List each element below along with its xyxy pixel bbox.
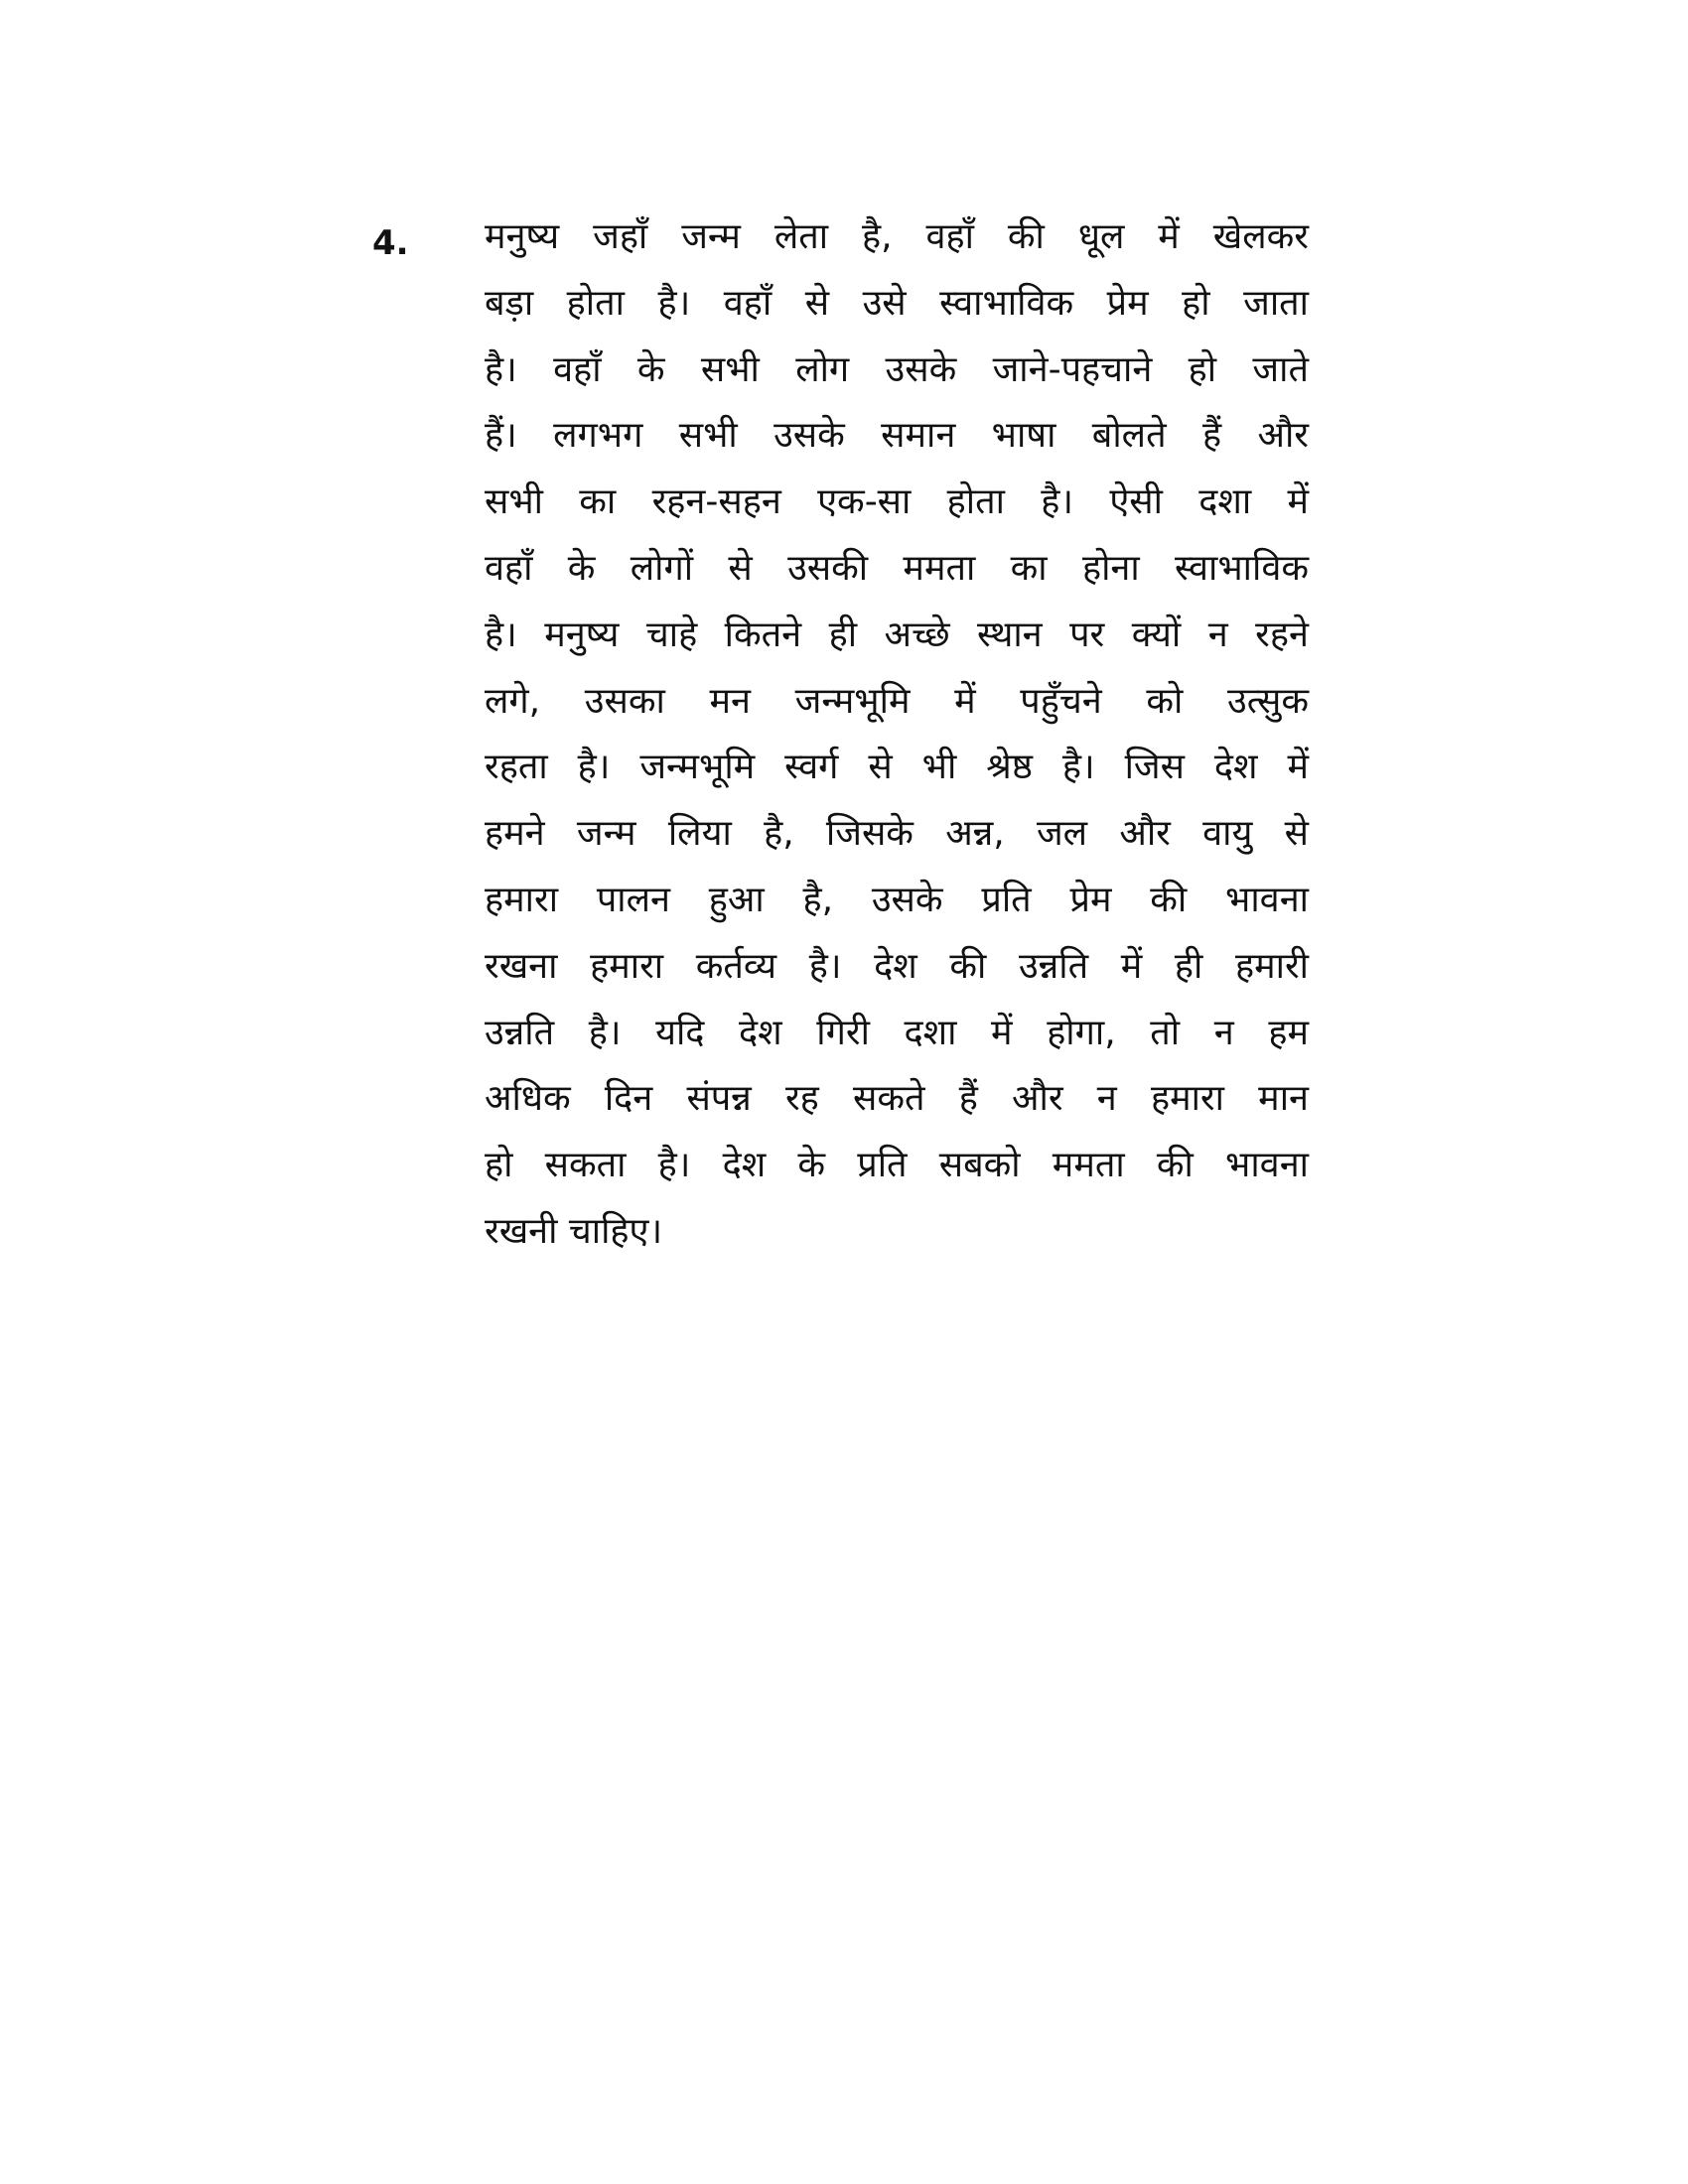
passage-line: लगे, उसका मन जन्मभूमि में पहुँचने को उत्सुक xyxy=(485,680,1309,722)
passage-line: सभी का रहन-सहन एक-सा होता है। ऐसी दशा में xyxy=(485,481,1309,523)
passage-paragraph xyxy=(485,205,1309,1266)
passage-line: उन्नति है। यदि देश गिरी दशा में होगा, तो न हम xyxy=(485,1012,1309,1053)
passage-line: मनुष्य जहाँ जन्म लेता है, वहाँ की धूल में खेलकर xyxy=(485,216,1309,257)
passage-line: हो सकता है। देश के प्रति सबको ममता की भावना xyxy=(485,1145,1309,1186)
passage-line: हमारा पालन हुआ है, उसके प्रति प्रेम की भावना xyxy=(485,879,1309,920)
passage-line: है। मनुष्य चाहे कितने ही अच्छे स्थान पर क्यों न रहने xyxy=(485,614,1309,655)
passage-line: हमने जन्म लिया है, जिसके अन्न, जल और वायु से xyxy=(485,813,1309,855)
passage-line: बड़ा होता है। वहाँ से उसे स्वाभाविक प्रेम हो जाता xyxy=(485,282,1309,324)
passage-line: रखनी चाहिए। xyxy=(485,1210,663,1252)
passage-line: रहता है। जन्मभूमि स्वर्ग से भी श्रेष्ठ है। जिस देश में xyxy=(485,747,1309,788)
passage-line: रखना हमारा कर्तव्य है। देश की उन्नति में ही हमारी xyxy=(485,945,1309,987)
passage-line: है। वहाँ के सभी लोग उसके जाने-पहचाने हो जाते xyxy=(485,348,1309,390)
passage-line: वहाँ के लोगों से उसकी ममता का होना स्वाभाविक xyxy=(485,547,1309,589)
passage-line: हैं। लगभग सभी उसके समान भाषा बोलते हैं और xyxy=(485,415,1309,457)
item-number: 4. xyxy=(372,223,409,263)
passage-line: अधिक दिन संपन्न रह सकते हैं और न हमारा मान xyxy=(485,1078,1309,1120)
